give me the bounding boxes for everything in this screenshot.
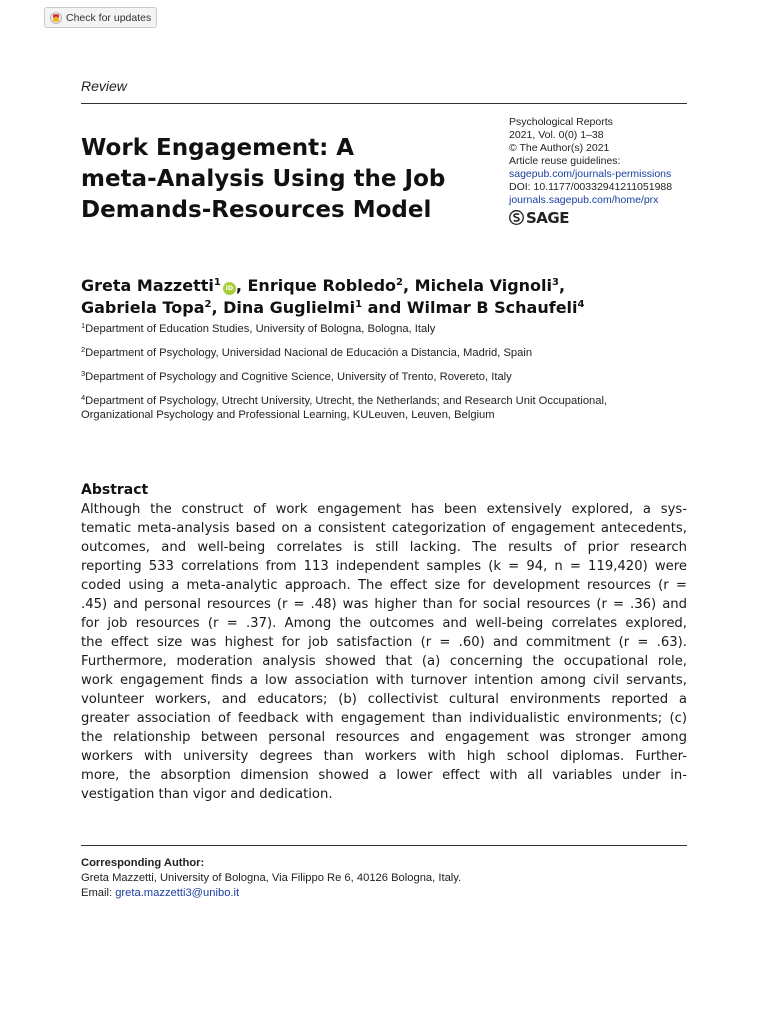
affiliation-text: Department of Psychology, Universidad Nacional de Educación a Distancia, Madrid, Spain <box>85 347 533 359</box>
affiliation-item <box>81 346 691 360</box>
author-name[interactable]: Wilmar B Schaufeli <box>406 298 578 317</box>
header-divider <box>81 103 687 104</box>
title-line: meta-Analysis Using the Job <box>81 166 446 192</box>
abstract-line: vestigation than vigor and dedication. <box>81 787 333 802</box>
abstract-heading: Abstract <box>81 482 149 498</box>
author-name[interactable]: Greta Mazzetti <box>81 276 214 295</box>
title-line: Work Engagement: A <box>81 135 355 161</box>
abstract-line: outcomes, and well-being correlates is still lacking. The results of prior research <box>81 540 687 555</box>
crossmark-icon <box>50 12 62 24</box>
journal-volume: 2021, Vol. 0(0) 1–38 <box>509 129 604 141</box>
author-affiliation-mark: 1 <box>213 277 221 288</box>
affiliation-number: 3 <box>81 369 86 378</box>
author-line: Greta Mazzetti$^1$ iD , Enrique Robledo$^2$, Michela Vignoli$^3$, <box>81 276 566 295</box>
author-line: Gabriela Topa$^2$, Dina Guglielmi$^1$ and Wilmar B Schaufeli$^4$ <box>81 298 585 317</box>
journal-home-link[interactable]: journals.sagepub.com/home/prx <box>509 194 659 206</box>
author-affiliation-mark: 3 <box>552 277 559 288</box>
author-list <box>81 275 701 319</box>
corresponding-email-row <box>81 886 687 901</box>
sage-emblem-icon <box>509 210 524 227</box>
article-title <box>81 133 491 226</box>
reuse-label: Article reuse guidelines: <box>509 155 621 167</box>
title-line: Demands-Resources Model <box>81 197 432 223</box>
author-affiliation-mark: 1 <box>355 299 363 310</box>
author-affiliation-mark: 4 <box>577 299 585 310</box>
sage-logo <box>509 210 689 227</box>
abstract-line: reporting 533 correlations from 113 independent samples (k = 94, n = 119,420) were <box>81 559 687 574</box>
abstract-line: the effect size was highest for job satisfaction (r = .60) and commitment (r = .63). <box>81 635 687 650</box>
affiliation-text: Department of Education Studies, University of Bologna, Bologna, Italy <box>85 323 436 335</box>
permissions-link[interactable]: sagepub.com/journals-permissions <box>509 168 672 180</box>
affiliation-text: Department of Psychology, Utrecht University, Utrecht, the Netherlands; and Research Unit Occupational, <box>85 395 608 407</box>
check-for-updates-label: Check for updates <box>66 11 152 24</box>
affiliation-text: Department of Psychology and Cognitive Science, University of Trento, Rovereto, Italy <box>85 371 512 383</box>
abstract-line: greater association of feedback with engagement than individualistic environments; (c) <box>81 711 687 726</box>
affiliation-number: 2 <box>81 345 86 354</box>
abstract-line: for job resources (r = .37). Among the outcomes and well-being correlates explored, <box>81 616 687 631</box>
doi: DOI: 10.1177/00332941211051988 <box>509 181 673 193</box>
abstract-line: more, the absorption dimension showed a lower effect with all variables under in- <box>81 768 687 783</box>
author-name[interactable]: Gabriela Topa <box>81 298 205 317</box>
abstract-line: volunteer workers, and educators; (b) collectivist cultural environments reported a <box>81 692 687 707</box>
author-affiliation-mark: 2 <box>396 277 403 288</box>
email-label: Email: <box>81 887 113 899</box>
abstract-line: tematic meta-analysis based on a consistent categorization of engagement antecedents, <box>81 521 687 536</box>
affiliation-item <box>81 394 691 422</box>
abstract-body <box>81 500 687 804</box>
abstract-line: coded using a meta-analytic approach. The effect size for development resources (r = <box>81 578 687 593</box>
orcid-icon[interactable]: iD <box>223 282 236 295</box>
affiliation-number: 4 <box>81 393 86 402</box>
corresponding-author <box>81 856 687 901</box>
author-affiliation-mark: 2 <box>204 299 212 310</box>
author-name[interactable]: Dina Guglielmi <box>223 298 356 317</box>
abstract-line: workers with university degrees than workers with high school diplomas. Further- <box>81 749 687 764</box>
email-link[interactable]: greta.mazzetti3@unibo.it <box>115 887 240 899</box>
abstract-line: the relationship between personal resources and engagement was stronger among <box>81 730 687 745</box>
affiliation-text-continued: Organizational Psychology and Professional Learning, KULeuven, Leuven, Belgium <box>81 409 495 421</box>
journal-copyright: © The Author(s) 2021 <box>509 142 610 154</box>
corresponding-label: Corresponding Author: <box>81 857 205 869</box>
abstract-line: .45) and personal resources (r = .48) was higher than for social resources (r = .36) and <box>81 597 687 612</box>
affiliations <box>81 322 691 422</box>
corresponding-address: Greta Mazzetti, University of Bologna, Via Filippo Re 6, 40126 Bologna, Italy. <box>81 872 462 884</box>
journal-info <box>509 116 689 227</box>
affiliation-number: 1 <box>81 321 86 330</box>
author-name[interactable]: Enrique Robledo <box>247 276 397 295</box>
author-name[interactable]: Michela Vignoli <box>414 276 553 295</box>
abstract-line: Furthermore, moderation analysis showed that (a) concerning the occupational role, <box>81 654 687 669</box>
abstract-line: work engagement finds a low association with turnover intention among civil servants, <box>81 673 687 688</box>
sage-wordmark: SAGE <box>526 209 569 227</box>
footer-divider <box>81 845 687 846</box>
affiliation-item <box>81 370 691 384</box>
affiliation-item <box>81 322 691 336</box>
abstract-line: Although the construct of work engagement has been extensively explored, a sys- <box>81 502 687 517</box>
journal-name: Psychological Reports <box>509 116 613 128</box>
check-for-updates-button[interactable] <box>44 7 157 28</box>
article-type: Review <box>81 78 127 94</box>
